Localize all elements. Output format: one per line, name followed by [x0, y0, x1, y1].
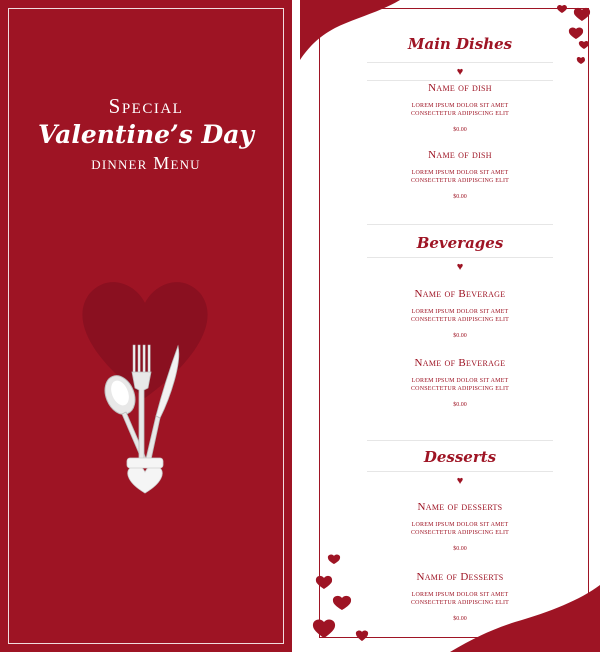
cover-subtitle: dinner Menu: [91, 153, 201, 173]
menu-item: [300, 288, 600, 340]
napkin-band: [127, 458, 163, 468]
item-name: Name of dish: [428, 149, 492, 161]
item-price: $0.00: [453, 127, 467, 133]
section-main-dishes: [300, 34, 600, 81]
menu-item: [300, 82, 600, 134]
item-name: Name of Beverage: [414, 288, 506, 300]
menu-item: [300, 357, 600, 409]
heart-icon: ♥: [456, 261, 464, 273]
section-desserts: [300, 440, 600, 487]
item-description: LOREM IPSUM DOLOR SIT AMET: [411, 522, 509, 528]
cover-title-block: [0, 94, 292, 174]
item-description: LOREM IPSUM DOLOR SIT AMET: [411, 170, 509, 176]
section-title: Main Dishes: [407, 35, 513, 53]
divider: [367, 471, 553, 472]
divider: [367, 62, 553, 63]
item-description: LOREM IPSUM DOLOR SIT AMET: [411, 592, 509, 598]
item-price: $0.00: [453, 333, 467, 339]
item-description: LOREM IPSUM DOLOR SIT AMET: [411, 378, 509, 384]
item-name: Name of Desserts: [416, 571, 504, 583]
item-description: LOREM IPSUM DOLOR SIT AMET: [411, 309, 509, 315]
item-description: CONSECTETUR ADIPISCING ELIT: [410, 178, 510, 184]
item-name: Name of Beverage: [414, 357, 506, 369]
item-description: CONSECTETUR ADIPISCING ELIT: [410, 600, 510, 606]
item-description: CONSECTETUR ADIPISCING ELIT: [410, 386, 510, 392]
item-name: Name of desserts: [417, 501, 503, 513]
item-price: $0.00: [453, 194, 467, 200]
item-description: CONSECTETUR ADIPISCING ELIT: [410, 317, 510, 323]
section-beverages: [300, 224, 600, 273]
heart-icon: ♥: [456, 475, 464, 487]
item-description: LOREM IPSUM DOLOR SIT AMET: [411, 103, 509, 109]
item-price: $0.00: [453, 546, 467, 552]
divider: [367, 440, 553, 441]
section-title: Beverages: [416, 234, 504, 252]
cover-main-title: Valentine’s Day: [38, 120, 254, 149]
divider: [367, 80, 553, 81]
napkin-heart-icon: [128, 465, 162, 493]
divider: [367, 224, 553, 225]
item-name: Name of dish: [428, 82, 492, 94]
menu-item: [300, 501, 600, 553]
item-price: $0.00: [453, 616, 467, 622]
cutlery-heart-illustration: [70, 278, 220, 498]
divider: [367, 257, 553, 258]
cover-special-text: Special: [108, 94, 184, 118]
menu-cover: [0, 0, 292, 652]
item-description: CONSECTETUR ADIPISCING ELIT: [410, 530, 510, 536]
heart-icon: ♥: [456, 66, 464, 78]
menu-page: [300, 0, 600, 652]
menu-item: [300, 571, 600, 623]
menu-item: [300, 149, 600, 201]
item-price: $0.00: [453, 402, 467, 408]
item-description: CONSECTETUR ADIPISCING ELIT: [410, 111, 510, 117]
section-title: Desserts: [423, 448, 497, 466]
